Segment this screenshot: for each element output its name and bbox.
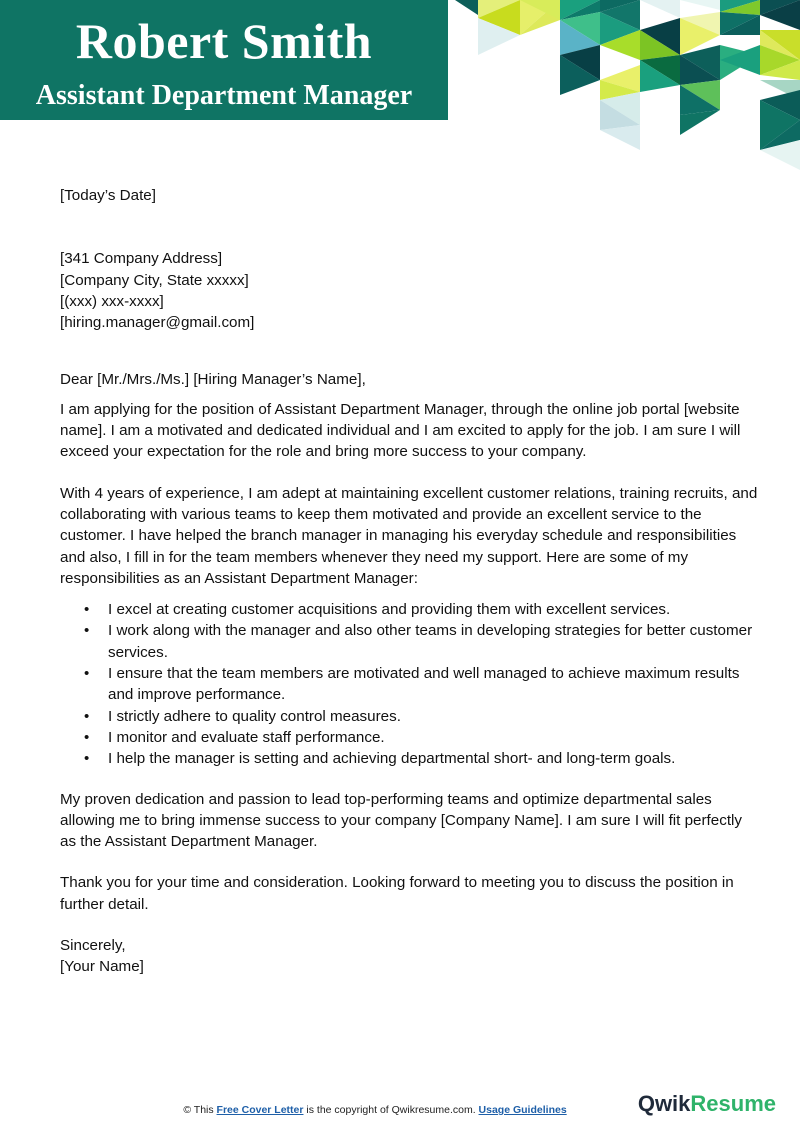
- applicant-job-title: Assistant Department Manager: [35, 80, 413, 111]
- address-line: [Company City, State xxxxx]: [60, 271, 249, 289]
- responsibilities-list: [60, 599, 760, 769]
- closing-paragraph: My proven dedication and passion to lead top-performing teams and optimize departmental sales allowing me to bring immense success to your company [Company Name]. I am sure I will fit perfectly as the Assistant Department Manager.: [60, 790, 743, 851]
- signature: [Your Name]: [60, 958, 144, 976]
- list-item: • I help the manager is setting and achieving departmental short- and long-term goals.: [108, 748, 760, 769]
- letter-date: [Today’s Date]: [60, 187, 156, 204]
- thank-you-paragraph: Thank you for your time and consideration. Looking forward to meeting you to discuss the position in further detail.: [60, 874, 734, 913]
- letter-body: [60, 185, 760, 978]
- salutation: Dear [Mr./Mrs./Ms.] [Hiring Manager’s Name],: [60, 371, 366, 389]
- free-cover-letter-link[interactable]: Free Cover Letter: [216, 1104, 304, 1116]
- usage-guidelines-link[interactable]: Usage Guidelines: [478, 1104, 567, 1116]
- applicant-name: Robert Smith: [75, 13, 373, 69]
- list-item: • I monitor and evaluate staff performance.: [108, 727, 760, 748]
- intro-paragraph: I am applying for the position of Assistant Department Manager, through the online job portal [website name]. I am a motivated and dedicated individual and I am excited to apply for the job. I am sure I will exceed your expectation for the role and bring more success to your company.: [60, 400, 741, 461]
- experience-paragraph: With 4 years of experience, I am adept at maintaining excellent customer relations, training recruits, and collaborating with various teams to keep them motivated and provide an excellent service to the customer. I have helped the branch manager in managing his everyday schedule and responsibilities and also, I fill in for the team members whenever they need my support. Here are some of my responsibilities as an Assistant Department Manager:: [60, 484, 758, 587]
- list-item: • I excel at creating customer acquisitions and providing them with excellent services.: [108, 599, 760, 620]
- list-item: • I strictly adhere to quality control measures.: [108, 706, 760, 727]
- signoff: Sincerely,: [60, 937, 126, 955]
- decorative-triangle-pattern: [440, 0, 800, 175]
- list-item: • I work along with the manager and also other teams in developing strategies for better customer services.: [108, 620, 760, 663]
- logo-part-qwik: Qwik: [637, 1091, 691, 1116]
- address-line: [(xxx) xxx-xxxx]: [60, 292, 164, 310]
- address-line: [hiring.manager@gmail.com]: [60, 314, 255, 332]
- address-line: [341 Company Address]: [60, 250, 223, 268]
- list-item: • I ensure that the team members are motivated and well managed to achieve maximum results and improve performance.: [108, 663, 760, 706]
- logo-part-resume: Resume: [690, 1091, 776, 1116]
- copyright-middle: is the copyright of Qwikresume.com.: [303, 1104, 479, 1116]
- qwikresume-logo: [638, 1091, 776, 1117]
- copyright-prefix: © This: [183, 1104, 217, 1116]
- recipient-address: [60, 248, 760, 333]
